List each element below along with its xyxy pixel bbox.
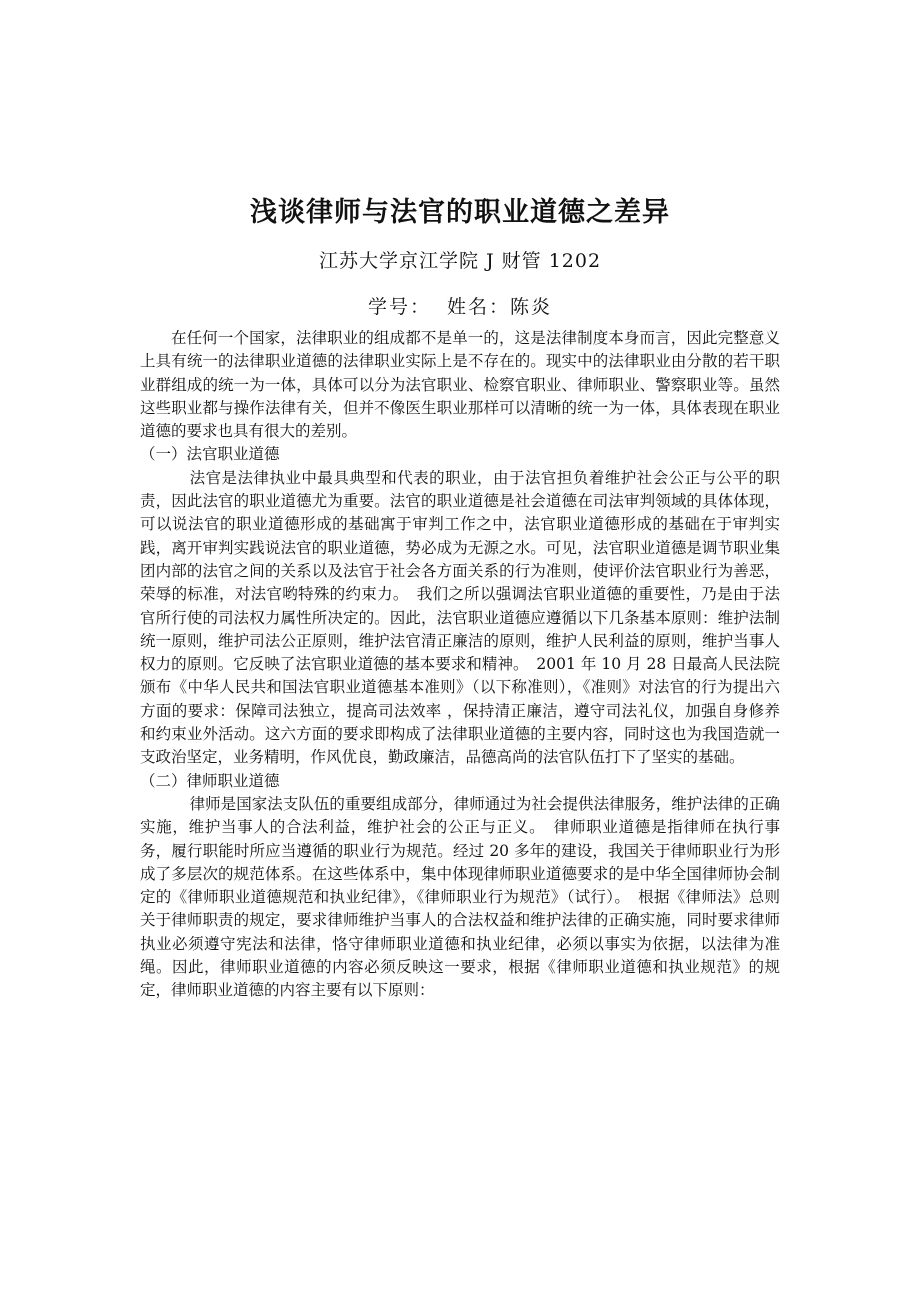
intro-paragraph: 在任何一个国家，法律职业的组成都不是单一的，这是法律制度本身而言，因此完整意义上具有统一的法律职业道德的法律职业实际上是不存在的。现实中的法律职业由分散的若干职业群组成的统一为一体，具体可以分为法官职业、检察官职业、律师职业、警察职业等。虽然这些职业都与操作法律有关，但并不像医生职业那样可以清晰的统一为一体，具体表现在职业道德的要求也具有很大的差别。 xyxy=(140,329,780,441)
author-name: 姓名：陈炎 xyxy=(447,296,553,318)
section-heading-judge-ethics: （一）法官职业道德 xyxy=(140,445,280,464)
section-heading-lawyer-ethics: （二）律师职业道德 xyxy=(140,771,280,790)
document-body xyxy=(140,327,780,1003)
judge-ethics-paragraph: 法官是法律执业中最具典型和代表的职业，由于法官担负着维护社会公正与公平的职责，因此法官的职业道德尤为重要。法官的职业道德是社会道德在司法审判领域的具体体现，可以说法官的职业道德形成的基础寓于审判工作之中，法官职业道德形成的基础在于审判实践，离开审判实践说法官的职业道德，势必成为无源之水。可见，法官职业道德是调节职业集团内部的法官之间的关系以及法官于社会各方面关系的行为准则，使评价法官职业行为善恶，荣辱的标准，对法官哟特殊的约束力。 我们之所以强调法官职业道德的重要性，乃是由于法官所行使的司法权力属性所决定的。因此，法官职业道德应遵循以下几条基本原则：维护法制统一原则，维护司法公正原则，维护法官清正廉洁的原则，维护人民利益的原则，维护当事人权力的原则。它反映了法官职业道德的基本要求和精神。 2001 年 10 月 28 日最高人民法院颁布《中华人民共和国法官职业道德基本准则》（以下称准则），《准则》对法官的行为提出六方面的要求：保障司法独立，提高司法效率 ，保持清正廉洁，遵守司法礼仪，加强自身修养和约束业外活动。这六方面的要求即构成了法律职业道德的主要内容，同时这也为我国造就一支政治坚定，业务精明，作风优良，勤政廉洁，品德高尚的法官队伍打下了坚实的基础。 xyxy=(140,468,780,767)
document-title: 浅谈律师与法官的职业道德之差异 xyxy=(250,197,670,228)
lawyer-ethics-paragraph: 律师是国家法支队伍的重要组成部分，律师通过为社会提供法律服务，维护法律的正确实施，维护当事人的合法利益，维护社会的公正与正义。 律师职业道德是指律师在执行事务，履行职能时所应当遵循的职业行为规范。经过 20 多年的建设，我国关于律师职业行为形成了多层次的规范体系。在这些体系中，集中体现律师职业道德要求的是中华全国律师协会制定的《律师职业道德规范和执业纪律》，《律师职业行为规范》（试行）。 根据《律师法》总则关于律师职责的规定，要求律师维护当事人的合法权益和维护法律的正确实施，同时要求律师执业必须遵守宪法和法律，恪守律师职业道德和执业纪律，必须以事实为依据，以法律为准绳。因此，律师职业道德的内容必须反映这一要求，根据《律师职业道德和执业规范》的规定，律师职业道德的内容主要有以下原则： xyxy=(140,794,780,1000)
author-line xyxy=(0,292,920,319)
author-affiliation: 江苏大学京江学院 J 财管 1202 xyxy=(318,250,602,272)
student-id-label: 学号： xyxy=(367,296,431,318)
